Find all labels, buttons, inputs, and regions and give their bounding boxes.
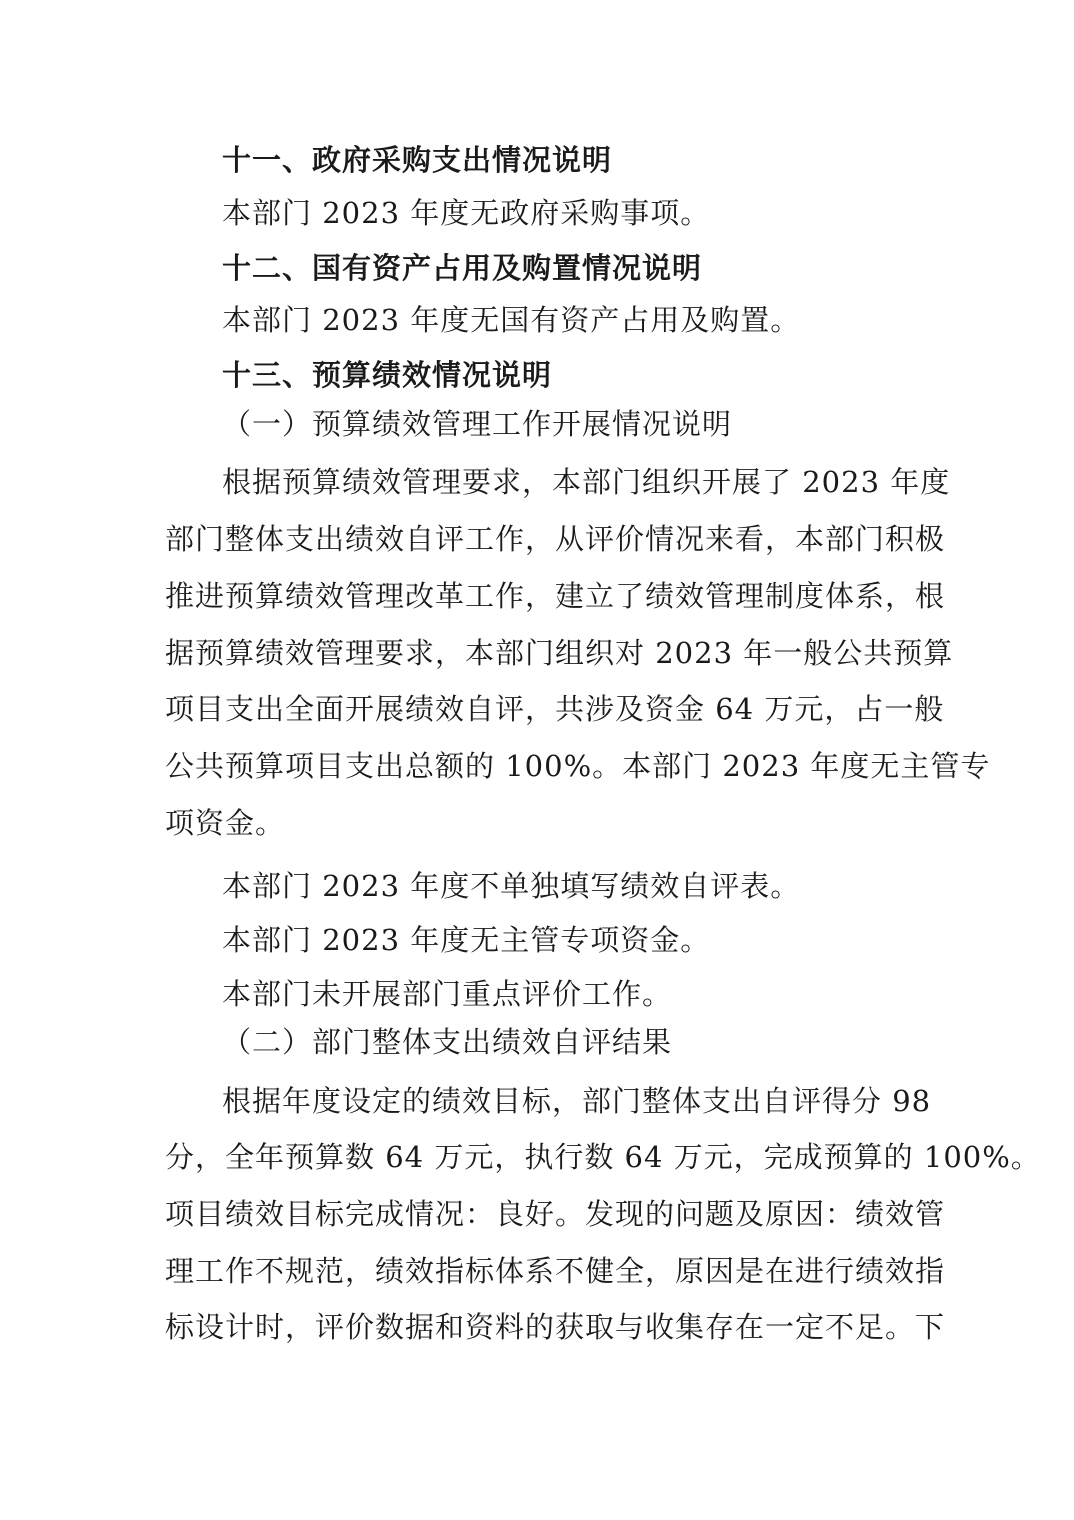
paragraph1-line: 据预算绩效管理要求，本部门组织对 2023 年一般公共预算 [165, 636, 954, 670]
paragraph1-line: 根据预算绩效管理要求，本部门组织开展了 2023 年度 [222, 465, 951, 499]
paragraph2-line: 标设计时，评价数据和资料的获取与收集存在一定不足。下 [165, 1310, 946, 1344]
section-text-11: 本部门 2023 年度无政府采购事项。 [222, 196, 711, 230]
paragraph1-line: 推进预算绩效管理改革工作，建立了绩效管理制度体系，根 [165, 579, 946, 613]
paragraph1-line: 部门整体支出绩效自评工作，从评价情况来看，本部门积极 [165, 522, 946, 556]
paragraph2-line: 分，全年预算数 64 万元，执行数 64 万元，完成预算的 100%。 [165, 1140, 1041, 1174]
paragraph2-line: 项目绩效目标完成情况：良好。发现的问题及原因：绩效管 [165, 1197, 946, 1231]
note-line: 本部门 2023 年度无主管专项资金。 [222, 923, 711, 957]
paragraph1-line: 公共预算项目支出总额的 100%。本部门 2023 年度无主管专 [165, 749, 991, 783]
section-text-12: 本部门 2023 年度无国有资产占用及购置。 [222, 303, 801, 337]
section-heading-12: 十二、国有资产占用及购置情况说明 [222, 251, 703, 285]
subsection-title-1: （一）预算绩效管理工作开展情况说明 [222, 407, 733, 441]
section-heading-13: 十三、预算绩效情况说明 [222, 358, 553, 392]
paragraph1-line: 项目支出全面开展绩效自评，共涉及资金 64 万元，占一般 [165, 692, 945, 726]
note-line: 本部门 2023 年度不单独填写绩效自评表。 [222, 869, 801, 903]
paragraph1-line: 项资金。 [165, 806, 286, 840]
paragraph2-line: 理工作不规范，绩效指标体系不健全，原因是在进行绩效指 [165, 1254, 946, 1288]
section-heading-11: 十一、政府采购支出情况说明 [222, 143, 613, 177]
note-line: 本部门未开展部门重点评价工作。 [222, 977, 673, 1011]
paragraph2-line: 根据年度设定的绩效目标，部门整体支出自评得分 98 [222, 1084, 932, 1118]
subsection-title-2: （二）部门整体支出绩效自评结果 [222, 1025, 673, 1059]
